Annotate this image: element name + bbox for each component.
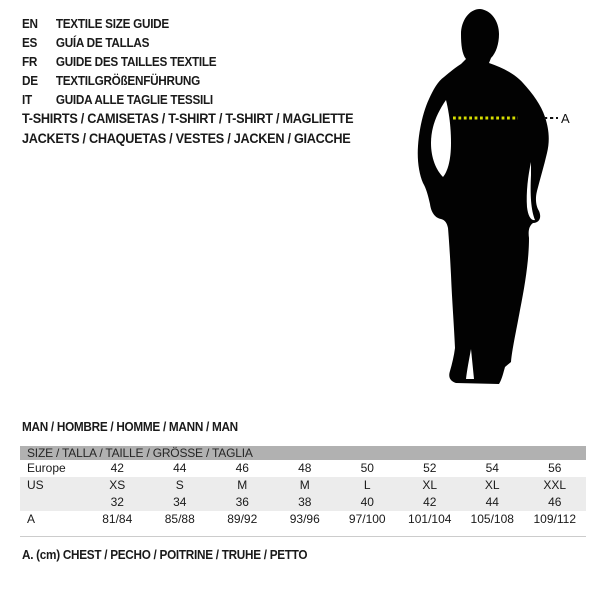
language-code: ES	[22, 36, 38, 50]
table-row-alt-sizes	[20, 494, 586, 511]
language-label: GUÍA DE TALLAS	[55, 36, 150, 50]
man-silhouette-figure	[405, 0, 575, 400]
language-list	[22, 15, 216, 110]
size-cell: XL	[422, 478, 438, 492]
size-cell: 44	[173, 461, 187, 475]
size-cell: XXL	[543, 478, 567, 492]
size-cell: XS	[109, 478, 126, 492]
row-label: Europe	[27, 461, 66, 475]
language-label: TEXTILGRÖßENFÜHRUNG	[55, 74, 200, 88]
size-cell: 46	[548, 495, 562, 509]
language-row-es	[22, 34, 216, 53]
size-cell: 85/88	[164, 512, 195, 526]
measurement-footnote: A. (cm) CHEST / PECHO / POITRINE / TRUHE / PETTO	[22, 548, 308, 562]
size-cell: 46	[235, 461, 249, 475]
language-code: IT	[22, 93, 32, 107]
size-cell: 38	[298, 495, 312, 509]
measure-label-a: A	[561, 111, 570, 126]
size-table	[20, 446, 586, 528]
size-cell: 36	[235, 495, 249, 509]
size-cell: M	[237, 478, 248, 492]
category-jackets: JACKETS / CHAQUETAS / VESTES / JACKEN / GIACCHE	[22, 131, 351, 146]
language-code: DE	[22, 74, 38, 88]
size-cell: 40	[360, 495, 374, 509]
category-tshirts: T-SHIRTS / CAMISETAS / T-SHIRT / T-SHIRT / MAGLIETTE	[22, 111, 354, 126]
size-table-header: SIZE / TALLA / TAILLE / GRÖSSE / TAGLIA	[20, 446, 586, 460]
row-label	[20, 494, 86, 511]
size-cell: 42	[110, 461, 124, 475]
size-cell: 97/100	[348, 512, 386, 526]
size-cell: 42	[423, 495, 437, 509]
language-label: TEXTILE SIZE GUIDE	[55, 17, 169, 31]
size-cell: 101/104	[408, 512, 452, 526]
category-list	[22, 109, 353, 149]
language-row-fr	[22, 53, 216, 72]
size-cell: 105/108	[470, 512, 514, 526]
row-label: A	[27, 512, 36, 526]
size-cell: 48	[298, 461, 312, 475]
size-cell: L	[363, 478, 371, 492]
table-row-us	[20, 477, 586, 494]
size-cell: 32	[110, 495, 124, 509]
gender-label: MAN / HOMBRE / HOMME / MANN / MAN	[22, 420, 238, 434]
size-cell: XL	[484, 478, 500, 492]
language-code: EN	[22, 17, 38, 31]
row-label: US	[27, 478, 44, 492]
size-cell: 50	[360, 461, 374, 475]
size-cell: 52	[423, 461, 437, 475]
language-row-de	[22, 72, 216, 91]
language-label: GUIDE DES TAILLES TEXTILE	[55, 55, 217, 69]
size-cell: 56	[548, 461, 562, 475]
language-row-en	[22, 15, 216, 34]
language-label: GUIDA ALLE TAGLIE TESSILI	[55, 93, 213, 107]
table-row-europe	[20, 460, 586, 477]
size-cell: 81/84	[102, 512, 133, 526]
size-cell: 89/92	[227, 512, 258, 526]
size-cell: M	[299, 478, 310, 492]
size-cell: 44	[485, 495, 499, 509]
language-row-it	[22, 91, 216, 110]
language-code: FR	[22, 55, 38, 69]
table-row-chest-cm	[20, 511, 586, 528]
table-bottom-border	[20, 536, 586, 537]
size-cell: 54	[485, 461, 499, 475]
size-cell: 109/112	[533, 512, 576, 526]
size-cell: 93/96	[289, 512, 320, 526]
size-cell: S	[175, 478, 184, 492]
size-cell: 34	[173, 495, 187, 509]
